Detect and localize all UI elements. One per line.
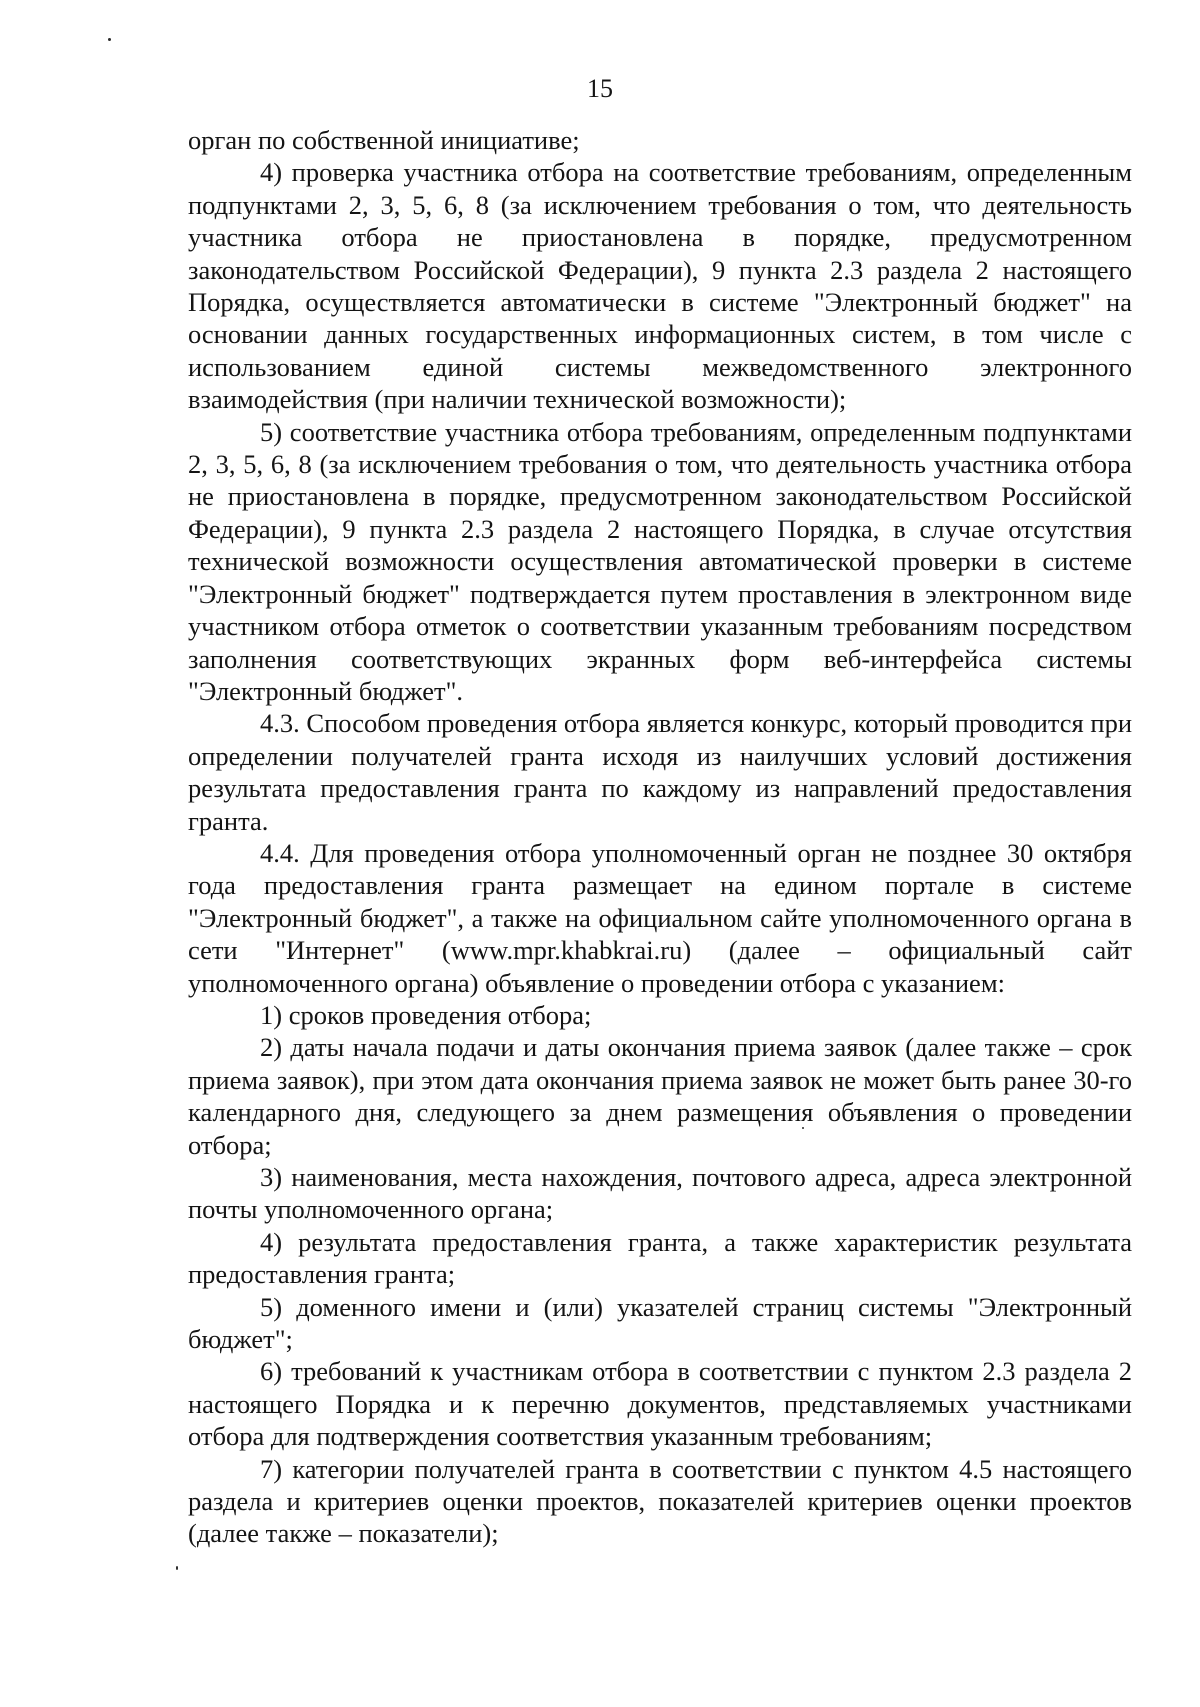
list-item-6: 6) требований к участникам отбора в соответствии с пунктом 2.3 раздела 2 настоящего Порядка и к перечню документов, представляемых участниками отбора для подтверждения соответствия указанным требованиям; xyxy=(188,1356,1132,1452)
scan-speck xyxy=(176,1566,178,1570)
list-item-5: 5) доменного имени и (или) указателей страниц системы "Электронный бюджет"; xyxy=(188,1291,1132,1355)
paragraph-continuation: орган по собственной инициативе; xyxy=(188,125,580,155)
page-number: 15 xyxy=(587,74,613,103)
scan-speck xyxy=(802,1127,804,1129)
list-item-7: 7) категории получателей гранта в соответствии с пунктом 4.5 настоящего раздела и критериев оценки проектов, показателей критериев оценки проектов (далее также – показатели); xyxy=(188,1453,1132,1549)
scan-speck xyxy=(108,38,111,41)
paragraph-clause-4-4: 4.4. Для проведения отбора уполномоченный орган не позднее 30 октября года предоставления гранта размещает на едином портале в системе "Электронный бюджет", а также на официальном сайте уполномоченного органа в сети "Интернет" (www.mpr.khabkrai.ru) (далее – официальный сайт уполномоченного органа) объявление о проведении отбора с указанием: xyxy=(188,837,1132,998)
document-body xyxy=(188,124,1132,1550)
list-item-4: 4) результата предоставления гранта, а также характеристик результата предоставления гранта; xyxy=(188,1226,1132,1290)
paragraph-clause-4-3: 4.3. Способом проведения отбора является конкурс, который проводится при определении получателей гранта исходя из наилучших условий достижения результата предоставления гранта по каждому из направлений предоставления гранта. xyxy=(188,708,1132,836)
list-item-1: 1) сроков проведения отбора; xyxy=(260,999,592,1030)
paragraph-item-5-compliance: 5) соответствие участника отбора требованиям, определенным подпунктами 2, 3, 5, 6, 8 (за исключением требования о том, что деятельность участника отбора не приостановлена в порядке, предусмотренном законодательством Российской Федерации), 9 пункта 2.3 раздела 2 настоящего Порядка, в случае отсутствия технической возможности осуществления автоматической проверки в системе "Электронный бюджет" подтверждается путем проставления в электронном виде участником отбора отметок о соответствии указанным требованиям посредством заполнения соответствующих экранных форм веб-интерфейса системы "Электронный бюджет". xyxy=(188,416,1132,706)
list-item-3: 3) наименования, места нахождения, почтового адреса, адреса электронной почты уполномоченного органа; xyxy=(188,1162,1132,1225)
list-item-2: 2) даты начала подачи и даты окончания приема заявок (далее также – срок приема заявок), при этом дата окончания приема заявок не может быть ранее 30-го календарного дня, следующего за днем размещения объявления о проведении отбора; xyxy=(188,1032,1132,1160)
paragraph-item-4-check: 4) проверка участника отбора на соответствие требованиям, определенным подпунктами 2, 3, 5, 6, 8 (за исключением требования о том, что деятельность участника отбора не приостановлена в порядке, предусмотренном законодательством Российской Федерации), 9 пункта 2.3 раздела 2 настоящего Порядка, осуществляется автоматически в системе "Электронный бюджет" на основании данных государственных информационных систем, в том числе с использованием единой системы межведомственного электронного взаимодействия (при наличии технической возможности); xyxy=(188,157,1132,415)
